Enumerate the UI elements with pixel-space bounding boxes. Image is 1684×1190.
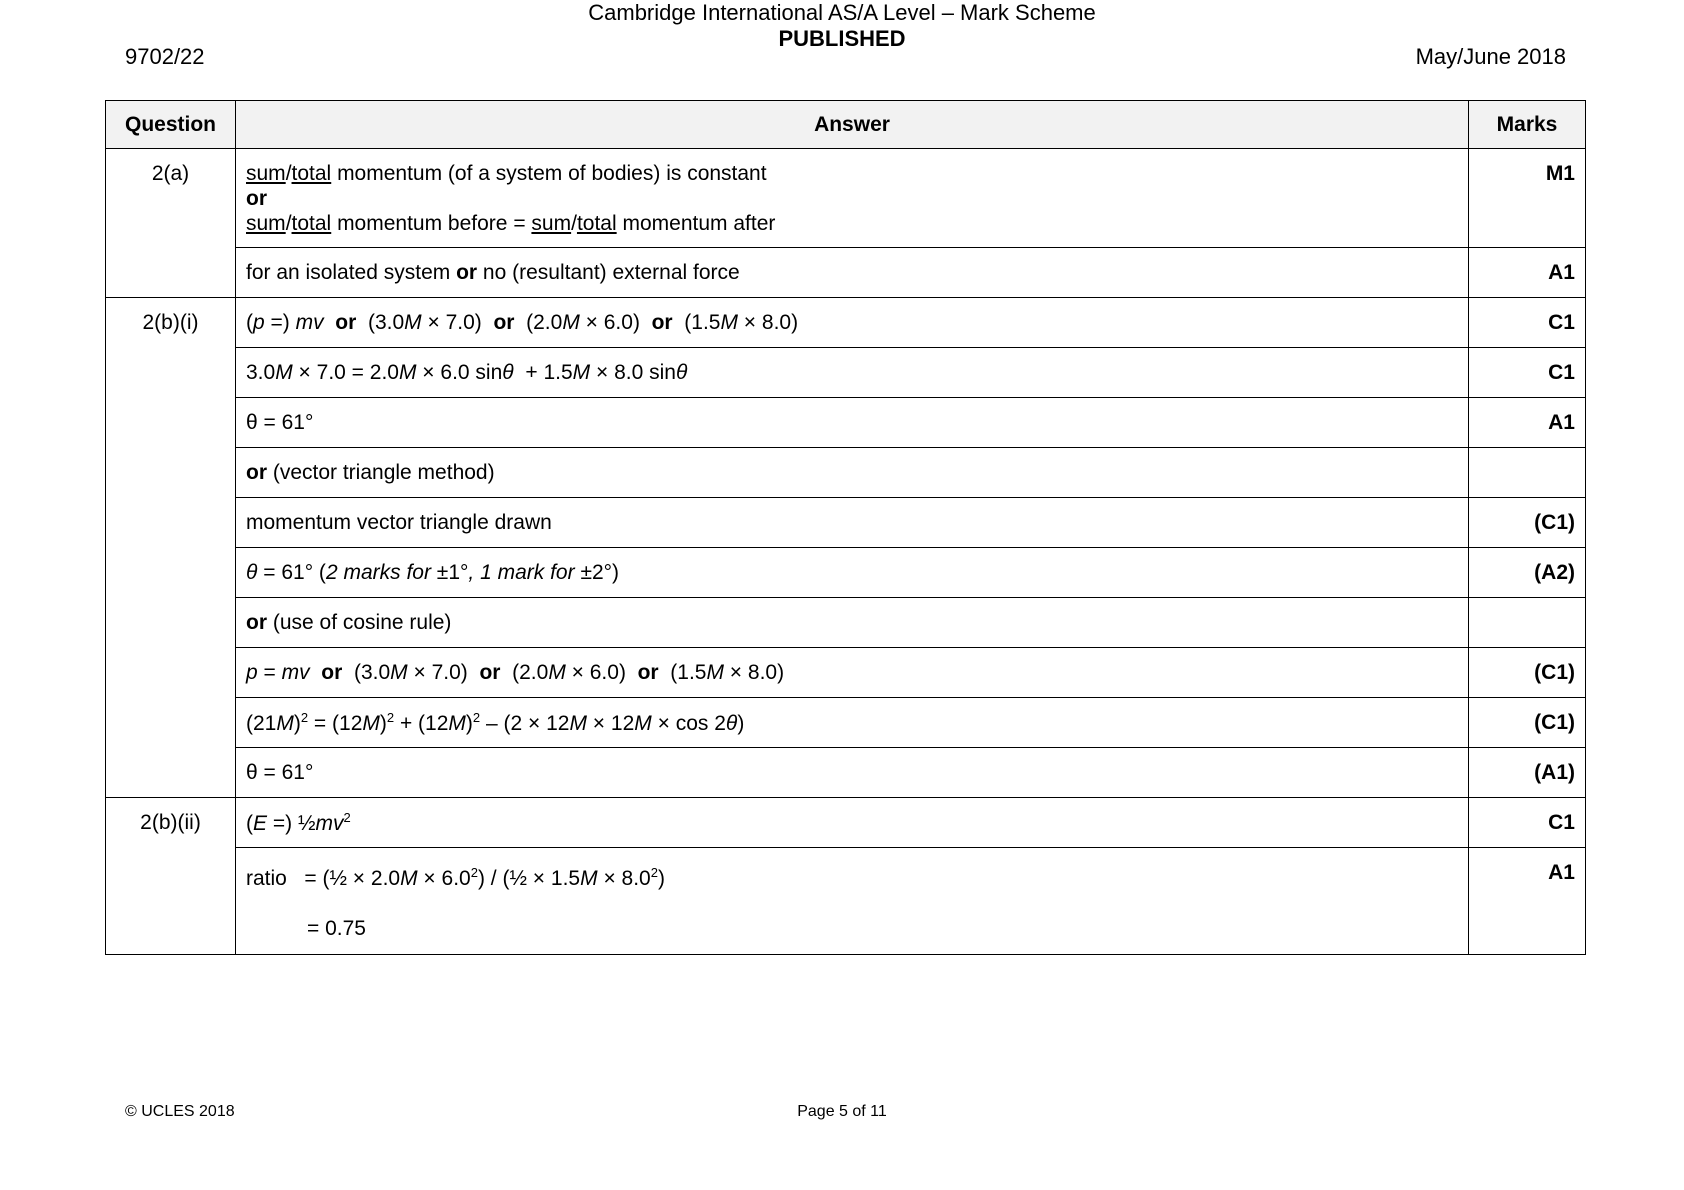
mark-cell: M1 [1469,149,1586,248]
mark-cell: (C1) [1469,648,1586,698]
table-row [106,298,1586,348]
table-row [106,149,1586,248]
answer-cell: $(21M)^2 = (12M)^2 + (12M)^2 - (2 \times 12M \times 12M \times \cos 2\theta)$ [236,698,1469,748]
answer-cell: (p =) mv or (3.0M × 7.0) or (2.0M × 6.0) or (1.5M × 8.0) [236,298,1469,348]
question-label: 2(a) [106,149,236,298]
table-row [106,548,1586,598]
answer-cell: or (use of cosine rule) [236,598,1469,648]
table-row [106,848,1586,955]
answer-cell: momentum vector triangle drawn [236,498,1469,548]
page-number: Page 5 of 11 [797,1103,887,1120]
table-row [106,348,1586,398]
mark-cell: C1 [1469,298,1586,348]
mark-cell: (A2) [1469,548,1586,598]
mark-cell: A1 [1469,248,1586,298]
mark-cell: C1 [1469,798,1586,848]
table-row [106,748,1586,798]
question-label: 2(b)(i) [106,298,236,798]
question-column-header: Question [106,101,236,149]
table-header-row [106,101,1586,149]
table-row [106,698,1586,748]
table-row [106,398,1586,448]
answer-cell: 3.0M × 7.0 = 2.0M × 6.0 sinθ + 1.5M × 8.0 sinθ [236,348,1469,398]
table-row [106,448,1586,498]
answer-cell: θ = 61° [236,748,1469,798]
mark-cell: A1 [1469,398,1586,448]
exam-session: May/June 2018 [1415,44,1566,69]
published-label: PUBLISHED [778,26,906,51]
mark-cell [1469,598,1586,648]
answer-cell: sum/total momentum (of a system of bodies) is constant or sum/total momentum before = sum/total momentum after [236,149,1469,248]
document-code: 9702/22 [125,44,205,69]
table-row [106,648,1586,698]
answer-column-header: Answer [236,101,1469,149]
marks-column-header: Marks [1469,101,1586,149]
question-label: 2(b)(ii) [106,798,236,955]
answer-cell: p = mv or (3.0M × 7.0) or (2.0M × 6.0) or (1.5M × 8.0) [236,648,1469,698]
answer-cell: θ = 61° [236,398,1469,448]
answer-cell: for an isolated system or no (resultant) external force [236,248,1469,298]
title-text: Cambridge International AS/A Level – Mark Scheme [588,0,1096,25]
mark-cell: (C1) [1469,498,1586,548]
answer-cell: (E =) $\frac{1}{2}mv^2$ [236,798,1469,848]
answer-cell: or (vector triangle method) [236,448,1469,498]
mark-cell: A1 [1469,848,1586,955]
table-row [106,598,1586,648]
answer-cell: ratio = (½ × $2.0M \times 6.0^2$) / (½ × $1.5M \times 8.0^2$) = 0.75 [236,848,1469,955]
mark-cell: (A1) [1469,748,1586,798]
mark-cell [1469,448,1586,498]
table-row [106,798,1586,848]
mark-scheme-table [105,100,1586,955]
mark-cell: (C1) [1469,698,1586,748]
table-row [106,248,1586,298]
copyright-notice: © UCLES 2018 [125,1103,235,1120]
answer-cell: θ = 61° (2 marks for ±1°, 1 mark for ±2°) [236,548,1469,598]
table-row [106,498,1586,548]
mark-cell: C1 [1469,348,1586,398]
